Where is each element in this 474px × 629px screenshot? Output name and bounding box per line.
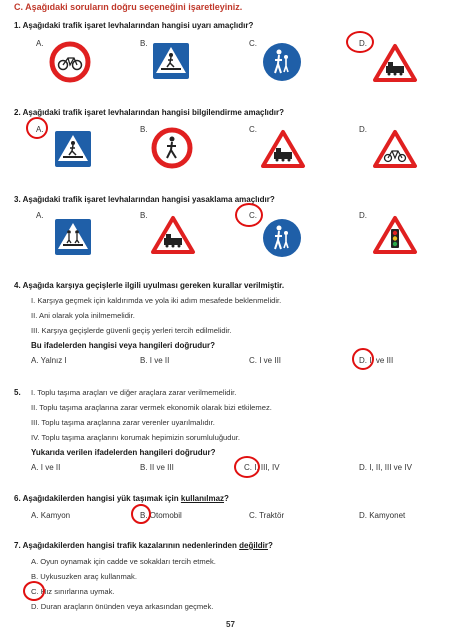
pedestrian-path-sign-icon [262, 218, 302, 258]
q6-text-part-c: ? [224, 494, 229, 503]
q4-subquestion: Bu ifadelerden hangisi veya hangileri doğrudur? [31, 341, 216, 350]
page-number: 57 [226, 620, 235, 629]
q5-statement-1: I. Toplu taşıma araçları ve diğer araçlara zarar verilmemelidir. [31, 388, 237, 397]
q5-option-b[interactable]: B. II ve III [140, 463, 174, 472]
q4-option-b[interactable]: B. I ve II [140, 356, 170, 365]
q4-option-a[interactable]: A. Yalnız I [31, 356, 67, 365]
q2-option-c[interactable]: C. [249, 125, 257, 134]
q5-answer-mark [234, 456, 260, 478]
question-3-text: 3. Aşağıdaki trafik işaret levhalarından hangisi yasaklama amaçlıdır? [14, 195, 275, 204]
q4-answer-mark [352, 348, 374, 370]
q6-option-a[interactable]: A. Kamyon [31, 511, 71, 520]
question-7-text [14, 541, 273, 550]
question-2-text: 2. Aşağıdaki trafik işaret levhalarından hangisi bilgilendirme amaçlıdır? [14, 108, 285, 117]
no-bicycle-sign-icon [50, 42, 90, 82]
q6-option-b[interactable]: B. Otomobil [140, 511, 182, 520]
q1-option-d[interactable]: D. [359, 39, 367, 48]
q6-option-d[interactable]: D. Kamyonet [359, 511, 406, 520]
traffic-light-warning-sign-icon [373, 216, 417, 254]
q6-option-c[interactable]: C. Traktör [249, 511, 285, 520]
pedestrian-crossing-sign-icon [152, 42, 190, 80]
pedestrian-path-sign-icon [262, 42, 302, 82]
q1-answer-mark [346, 31, 374, 53]
train-crossing-warning-sign-icon [151, 216, 195, 254]
q1-option-b[interactable]: B. [140, 39, 148, 48]
question-6-text [14, 494, 229, 503]
q6-answer-mark [131, 504, 151, 524]
q4-option-d[interactable]: D. II ve III [359, 356, 394, 365]
q4-statement-3: III. Karşıya geçişlerde güvenli geçiş yerleri tercih edilmelidir. [31, 326, 232, 335]
q7-option-d[interactable]: D. Duran araçların önünden veya arkasından geçmek. [31, 602, 214, 611]
q3-option-d[interactable]: D. [359, 211, 367, 220]
q7-option-c[interactable]: C. Hız sınırlarına uymak. [31, 587, 115, 596]
q3-answer-mark [235, 203, 263, 227]
q5-statement-2: II. Toplu taşıma araçlarına zarar vermek ekonomik olarak bizi etkilemez. [31, 403, 272, 412]
question-5-number: 5. [14, 388, 21, 397]
q5-option-d[interactable]: D. I, II, III ve IV [359, 463, 412, 472]
q5-statement-3: III. Toplu taşıma araçlarına zarar verenler uyarılmalıdır. [31, 418, 215, 427]
train-crossing-warning-sign-icon [261, 130, 305, 168]
question-1-text: 1. Aşağıdaki trafik işaret levhalarından hangisi uyarı amaçlıdır? [14, 21, 254, 30]
q4-option-c[interactable]: C. I ve III [249, 356, 282, 365]
no-bicycle-sign-icon [373, 130, 417, 168]
train-crossing-warning-sign-icon [373, 44, 417, 82]
q2-option-d[interactable]: D. [359, 125, 367, 134]
q2-option-b[interactable]: B. [140, 125, 148, 134]
q7-text-emphasis: değildir [239, 541, 268, 550]
q7-option-b[interactable]: B. Uykusuzken araç kullanmak. [31, 572, 137, 581]
q6-text-emphasis: kullanılmaz [180, 494, 225, 503]
q3-option-b[interactable]: B. [140, 211, 148, 220]
q5-subquestion: Yukarıda verilen ifadelerden hangileri doğrudur? [31, 448, 216, 457]
q1-option-c[interactable]: C. [249, 39, 257, 48]
q4-statement-1: I. Karşıya geçmek için kaldırımda ve yola iki adım mesafede beklenmelidir. [31, 296, 282, 305]
q7-text-part-c: ? [268, 541, 273, 550]
q7-answer-mark [23, 581, 45, 601]
section-header: C. Aşağıdaki soruların doğru seçeneğini işaretleyiniz. [14, 2, 243, 12]
q5-statement-4: IV. Toplu taşıma araçlarını korumak hepimizin sorumluluğudur. [31, 433, 240, 442]
q3-option-c[interactable]: C. [249, 211, 257, 220]
q2-option-a[interactable]: A. [36, 125, 44, 134]
pedestrian-crossing-sign-icon [54, 130, 92, 168]
q3-option-a[interactable]: A. [36, 211, 44, 220]
school-crossing-sign-icon [54, 218, 92, 256]
q6-text-part-a: 6. Aşağıdakilerden hangisi yük taşımak için [14, 494, 181, 503]
q5-option-c[interactable]: C. I, III, IV [244, 463, 280, 472]
question-4-text: 4. Aşağıda karşıya geçişlerle ilgili uyulması gereken kurallar verilmiştir. [14, 281, 285, 290]
q5-option-a[interactable]: A. I ve II [31, 463, 61, 472]
q7-option-a[interactable]: A. Oyun oynamak için cadde ve sokakları tercih etmek. [31, 557, 216, 566]
q4-statement-2: II. Ani olarak yola inilmemelidir. [31, 311, 135, 320]
q2-answer-mark [26, 117, 48, 139]
q1-option-a[interactable]: A. [36, 39, 44, 48]
no-pedestrian-sign-icon [152, 128, 192, 168]
q7-text-part-a: 7. Aşağıdakilerden hangisi trafik kazalarının nedenlerinden [14, 541, 240, 550]
